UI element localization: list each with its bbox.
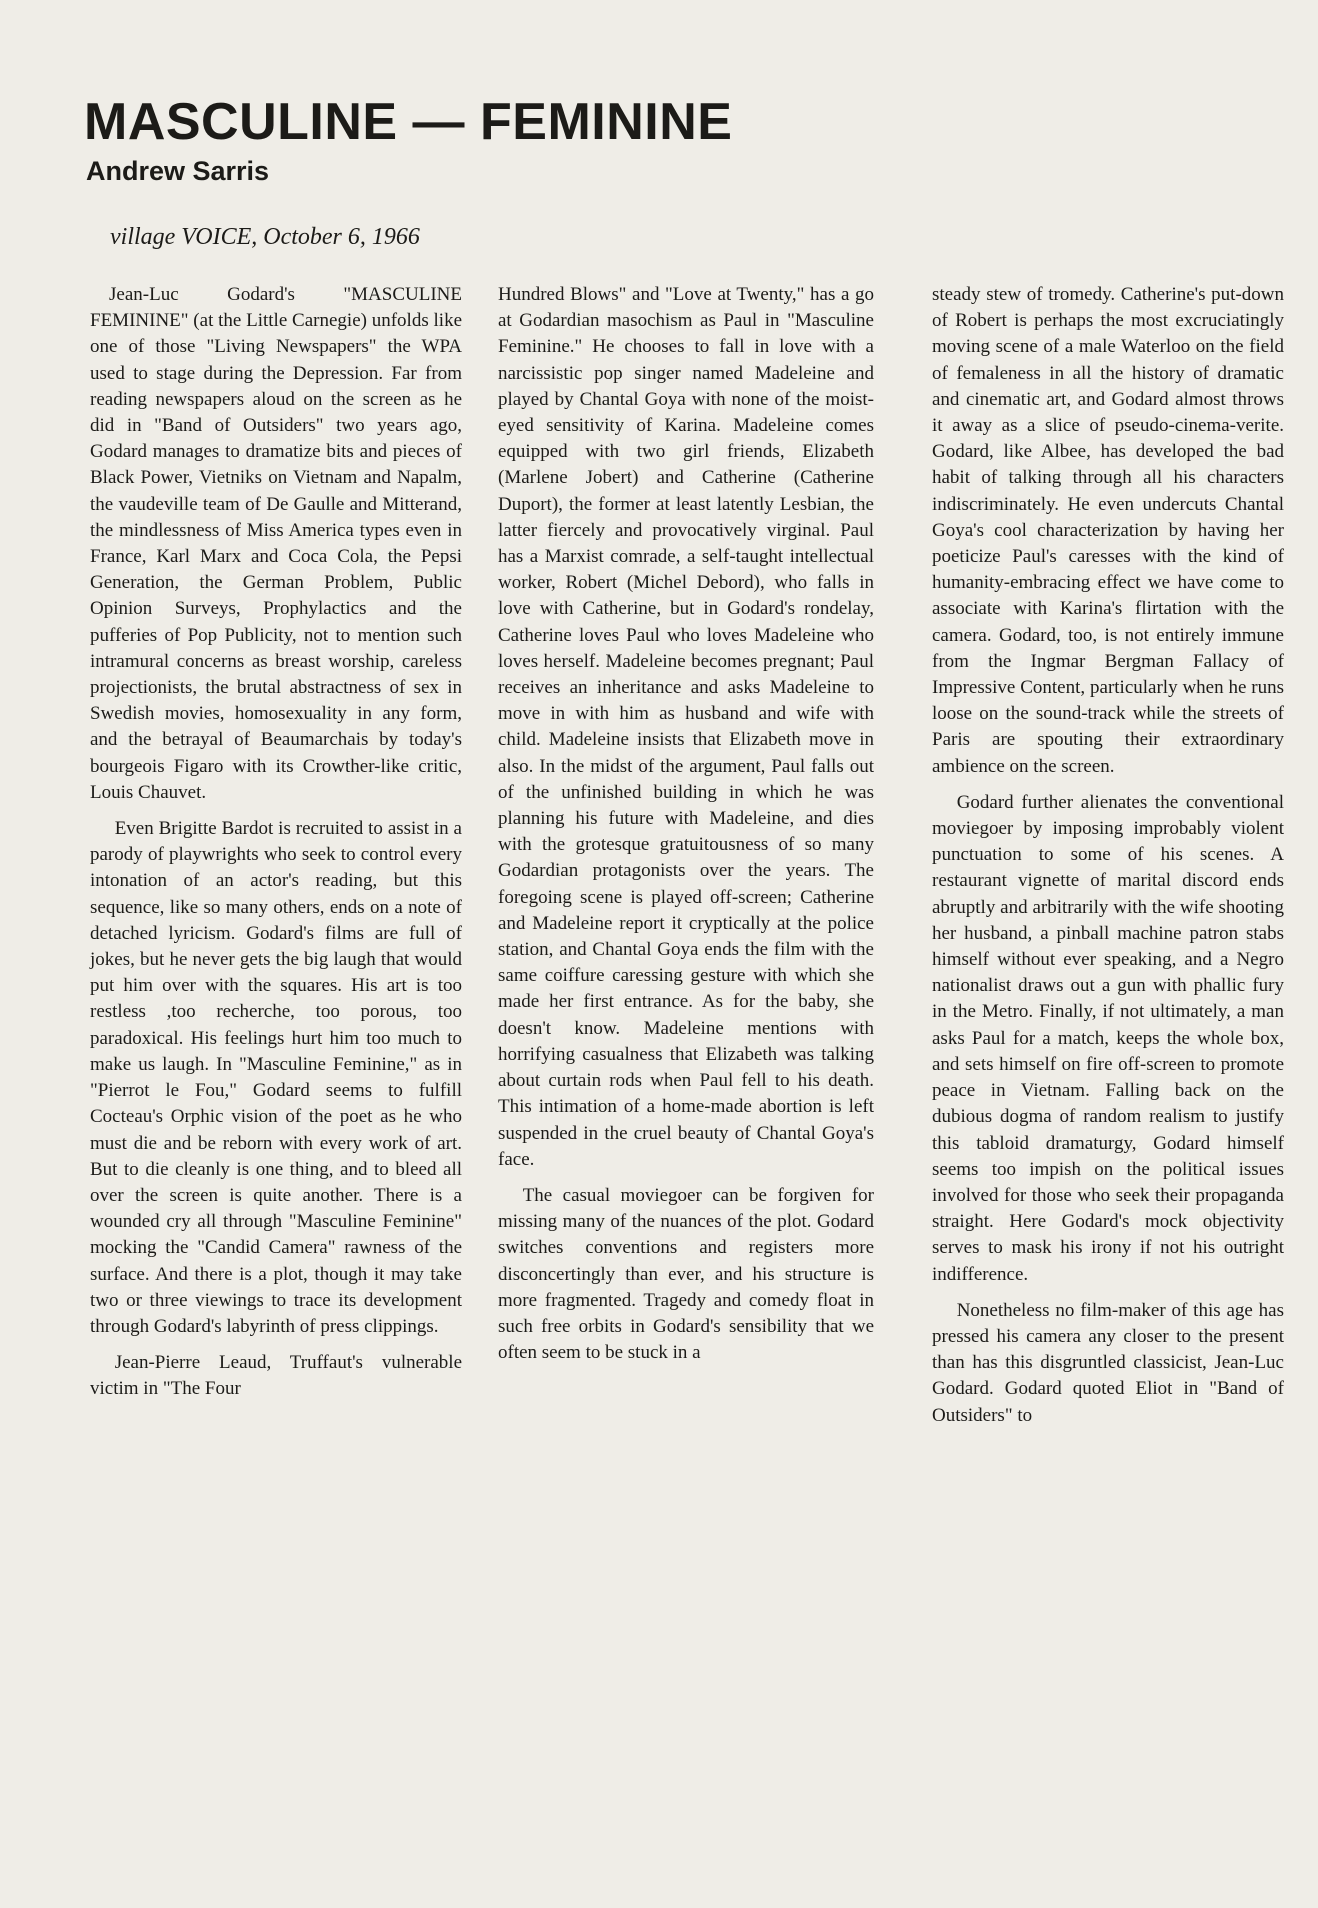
paragraph: Jean-Pierre Leaud, Truffaut's vulnerable victim in "The Four bbox=[90, 1352, 462, 1400]
source-line bbox=[110, 224, 420, 251]
paragraph: The casual moviegoer can be forgiven for missing many of the nuances of the plot. Godard switches conventions and registers more disconcertingly than ever, and his structure is more fragmented. Tragedy and comedy float in such free orbits in Godard's sensibility that we often seem to be stuck in a bbox=[498, 1184, 874, 1364]
source-date: October 6, 1966 bbox=[263, 224, 420, 250]
article-title: MASCULINE — FEMININE bbox=[84, 93, 733, 151]
paragraph: Nonetheless no film-maker of this age has pressed his camera any closer to the present than has this disgruntled classicist, Jean-Luc Godard. Godard quoted Eliot in "Band of Outsiders" to bbox=[932, 1299, 1284, 1426]
paragraph: Godard further alienates the conventional moviegoer by imposing improbably violent punctuation to some of his scenes. A restaurant vignette of marital discord ends abruptly and arbitrarily with the wife shooting her husband, a pinball machine patron stabs himself without ever speaking, and a Negro nationalist draws out a gun with phallic fury in the Metro. Finally, if not ultimately, a man asks Paul for a match, keeps the whole box, and sets himself on fire off-screen to promote peace in Vietnam. Falling back on the dubious dogma of random realism to justify this tabloid dramaturgy, Godard himself seems too impish on the political issues involved for those who seek their propaganda straight. Here Godard's mock objectivity serves to mask his irony if not his outright indifference. bbox=[932, 791, 1284, 1285]
article-author: Andrew Sarris bbox=[86, 156, 270, 186]
paragraph: Jean-Luc Godard's "MASCULINE FEMININE" (at the Little Carnegie) unfolds like one of those "Living Newspapers" the WPA used to stage during the Depression. Far from reading newspapers aloud on the screen as he did in "Band of Outsiders" two years ago, Godard manages to dramatize bits and pieces of Black Power, Vietniks on Vietnam and Napalm, the vaudeville team of De Gaulle and Mitterand, the mindlessness of Miss America types even in France, Karl Marx and Coca Cola, the Pepsi Generation, the German Problem, Public Opinion Surveys, Prophylactics and the pufferies of Pop Publicity, not to mention such intramural concerns as breast worship, careless projectionists, the brutal abstractness of sex in Swedish movies, homosexuality in any form, and the betrayal of Beaumarchais by today's bourgeois Figaro with its Crowther-like critic, Louis Chauvet. bbox=[90, 284, 462, 803]
text-column-2 bbox=[498, 282, 874, 1366]
paragraph: Even Brigitte Bardot is recruited to assist in a parody of playwrights who seek to control every intonation of an actor's reading, but this sequence, like so many others, ends on a note of detached lyricism. Godard's films are full of jokes, but he never gets the big laugh that would put him over with the squares. His art is too restless ,too recherche, too porous, too paradoxical. His feelings hurt him too much to make us laugh. In "Masculine Feminine," as in "Pierrot le Fou," Godard seems to fulfill Cocteau's Orphic vision of the poet as he who must die and be reborn with every work of art. But to die cleanly is one thing, and to bleed all over the screen is quite another. There is a wounded cry all through "Masculine Feminine" mocking the "Candid Camera" rawness of the surface. And there is a plot, though it may take two or three viewings to trace its development through Godard's labyrinth of press clippings. bbox=[90, 818, 462, 1337]
text-column-1 bbox=[90, 282, 462, 1403]
source-magazine: village VOICE, bbox=[110, 224, 258, 250]
paragraph: Hundred Blows" and "Love at Twenty," has a go at Godardian masochism as Paul in "Masculine Feminine." He chooses to fall in love with a narcissistic pop singer named Madeleine and played by Chantal Goya with none of the moist-eyed sensitivity of Karina. Madeleine comes equipped with two girl friends, Elizabeth (Marlene Jobert) and Catherine (Catherine Duport), the former at least latently Lesbian, the latter fiercely and provocatively virginal. Paul has a Marxist comrade, a self-taught intellectual worker, Robert (Michel Debord), who falls in love with Catherine, but in Godard's rondelay, Catherine loves Paul who loves Madeleine who loves herself. Madeleine becomes pregnant; Paul receives an inheritance and asks Madeleine to move in with him as husband and wife with child. Madeleine insists that Elizabeth move in also. In the midst of the argument, Paul falls out of the unfinished building in which he was planning his future with Madeleine, and dies with the grotesque gratuitousness of so many Godardian protagonists over the years. The foregoing scene is played off-screen; Catherine and Madeleine report it cryptically at the police station, and Chantal Goya ends the film with the same coiffure caressing gesture with which she made her first entrance. As for the baby, she doesn't know. Madeleine mentions with horrifying casualness that Elizabeth was talking about curtain rods when Paul fell to his death. This intimation of a home-made abortion is left suspended in the cruel beauty of Chantal Goya's face. bbox=[498, 284, 874, 1170]
text-column-3 bbox=[932, 282, 1284, 1429]
paragraph: steady stew of tromedy. Catherine's put-down of Robert is perhaps the most excruciatingly moving scene of a male Waterloo on the field of femaleness in all the history of dramatic and cinematic art, and Godard almost throws it away as a slice of pseudo-cinema-verite. Godard, like Albee, has developed the bad habit of talking through all his characters indiscriminately. He even undercuts Chantal Goya's cool characterization by having her poeticize Paul's caresses with the kind of humanity-embracing effect we have come to associate with Karina's flirtation with the camera. Godard, too, is not entirely immune from the Ingmar Bergman Fallacy of Impressive Content, particularly when he runs loose on the sound-track while the streets of Paris are spouting their extraordinary ambience on the screen. bbox=[932, 284, 1284, 777]
